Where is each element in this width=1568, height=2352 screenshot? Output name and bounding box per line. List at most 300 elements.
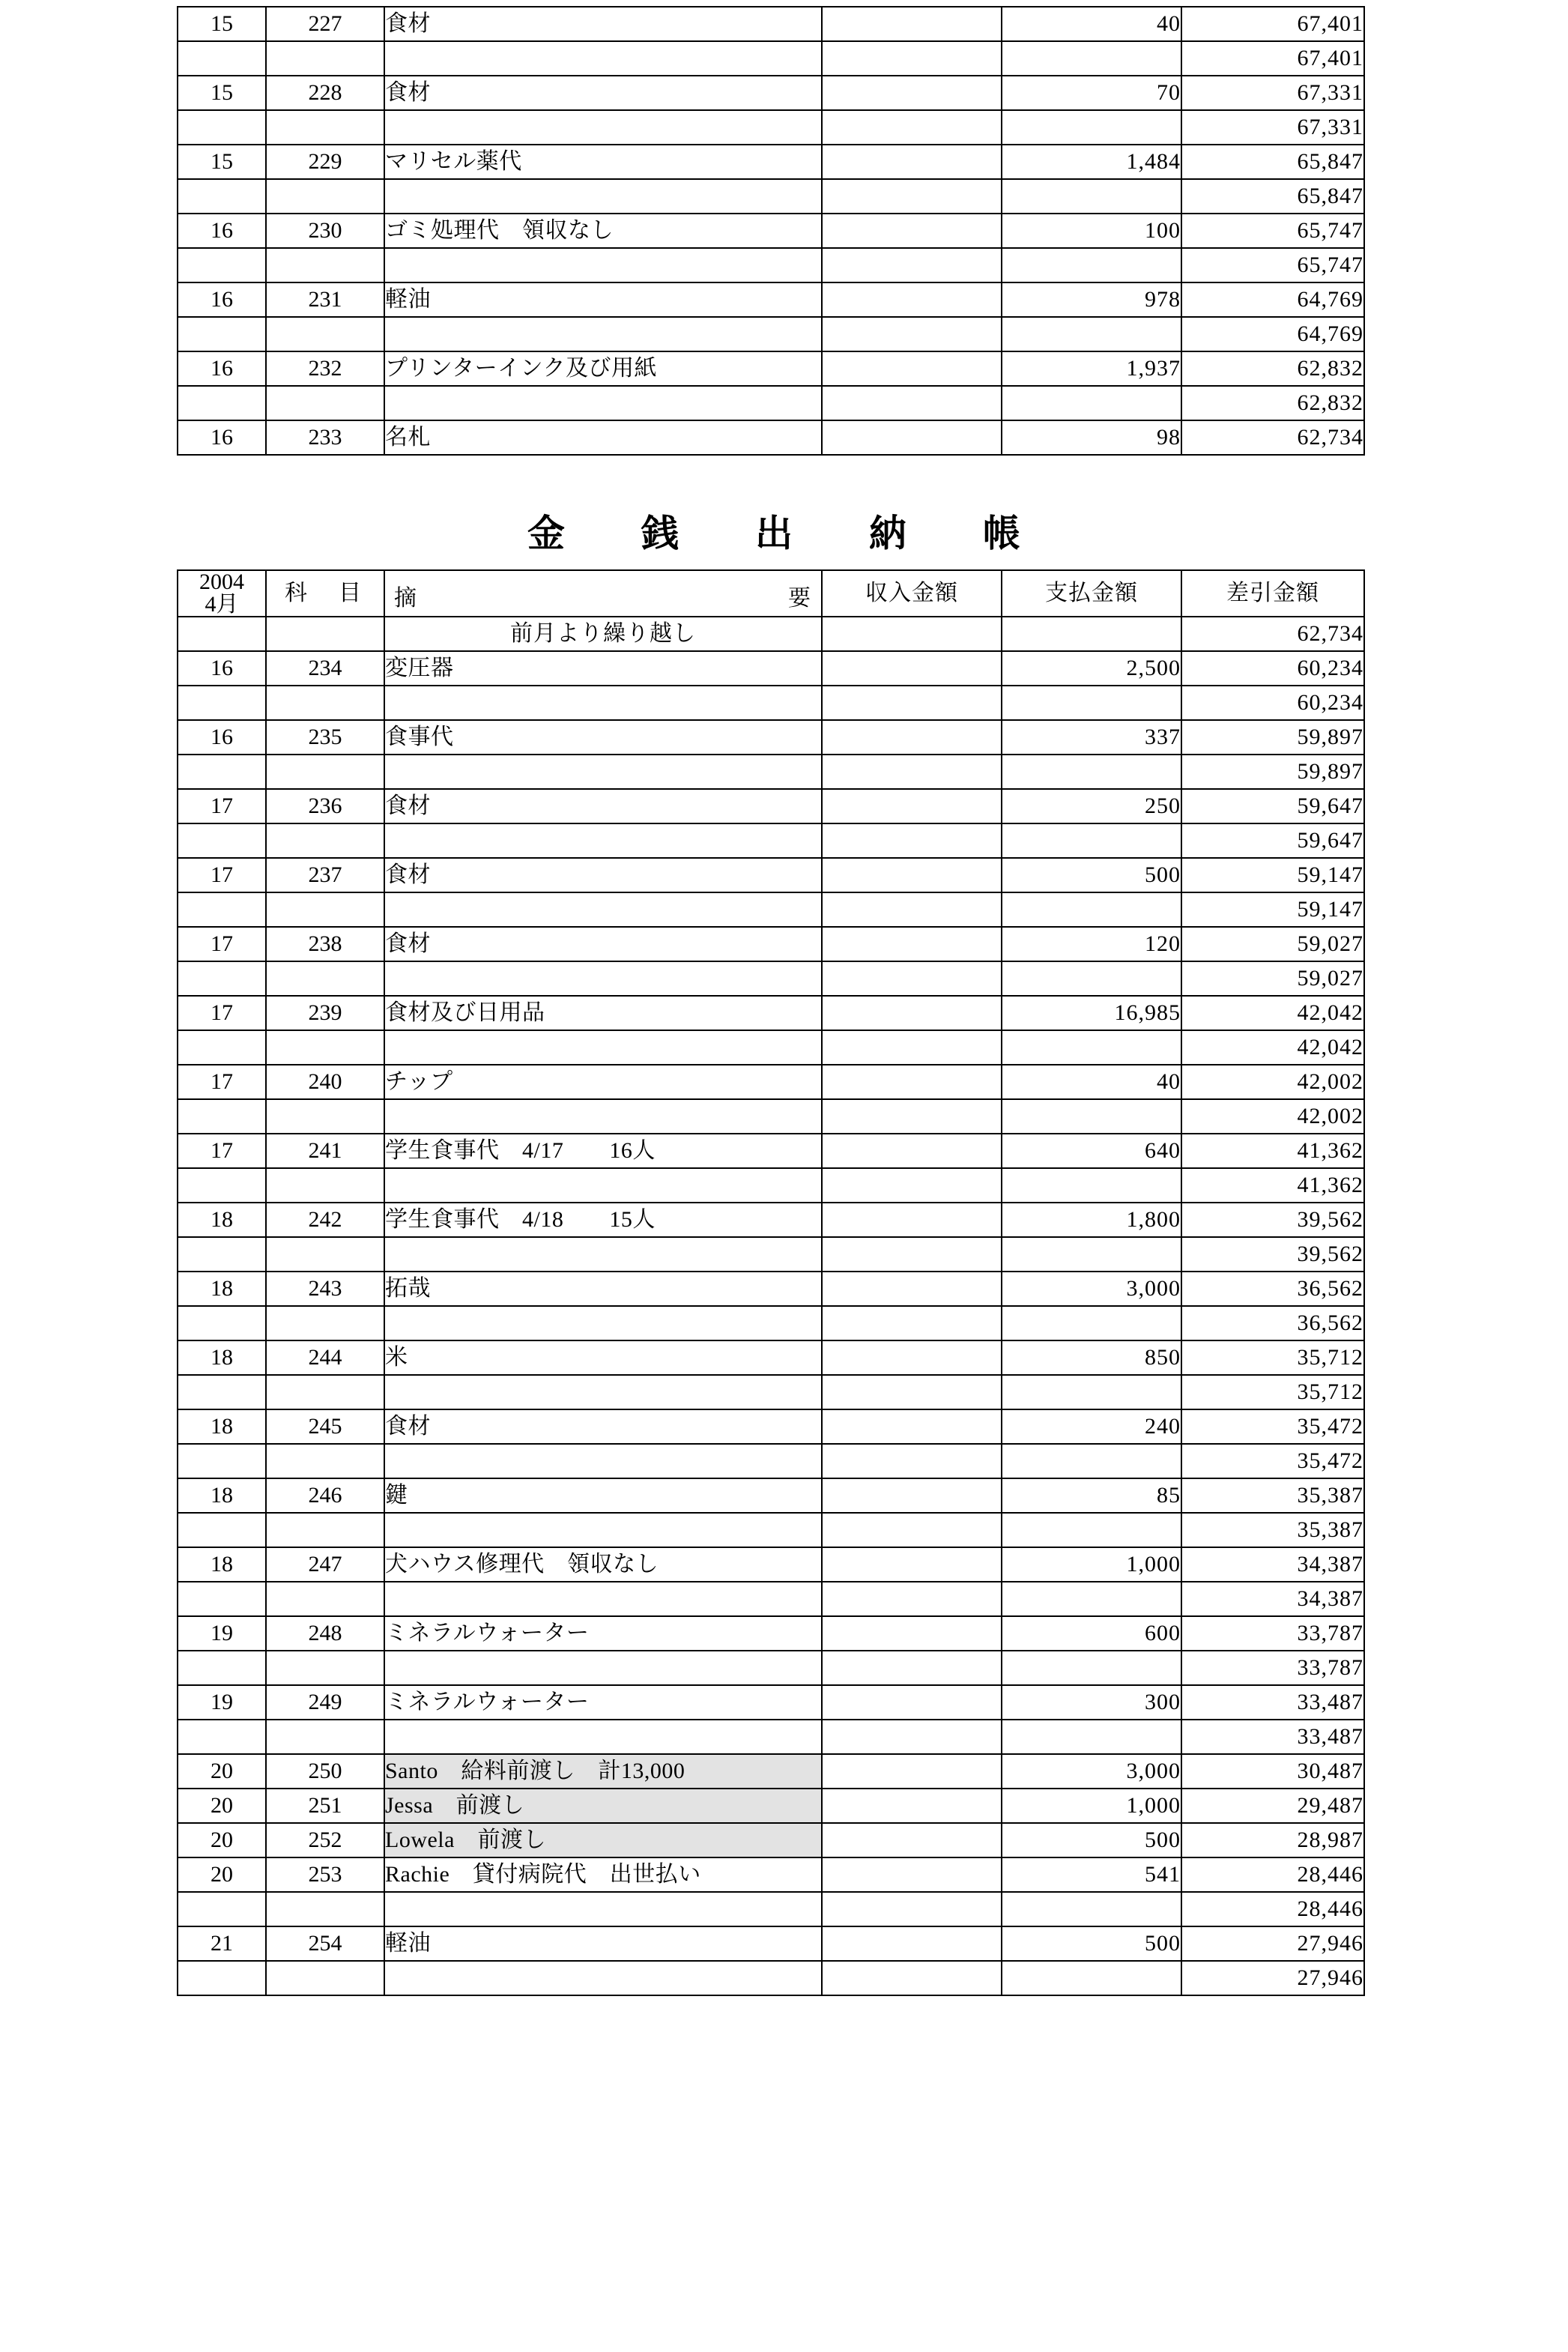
row-day: 16 <box>178 720 266 755</box>
header-income: 収入金額 <box>822 570 1002 617</box>
row-description: 学生食事代 4/17 16人 <box>384 1134 822 1168</box>
row-description: ミネラルウォーター <box>384 1685 822 1720</box>
row-balance: 36,562 <box>1181 1272 1364 1306</box>
row-balance: 28,446 <box>1181 1857 1364 1892</box>
row-income <box>822 1616 1002 1651</box>
row-payment-empty <box>1002 1237 1181 1272</box>
table-row-balance-carry <box>178 248 1364 282</box>
row-income <box>822 7 1002 41</box>
row-voucher-number: 243 <box>266 1272 384 1306</box>
row-payment-empty <box>1002 1030 1181 1065</box>
carry-forward-payment <box>1002 617 1181 651</box>
row-voucher-number: 250 <box>266 1754 384 1789</box>
row-description-empty <box>384 961 822 996</box>
row-description-empty <box>384 1651 822 1685</box>
row-balance-carry: 59,027 <box>1181 961 1364 996</box>
row-balance-carry: 41,362 <box>1181 1168 1364 1203</box>
row-voucher-number: 254 <box>266 1926 384 1961</box>
row-balance: 27,946 <box>1181 1926 1364 1961</box>
table-header-row <box>178 570 1364 617</box>
table-row <box>178 1685 1364 1720</box>
row-day-empty <box>178 1237 266 1272</box>
row-day-empty <box>178 823 266 858</box>
row-description-empty <box>384 1375 822 1409</box>
table-row <box>178 1203 1364 1237</box>
table-row-balance-carry <box>178 317 1364 351</box>
row-description-empty <box>384 41 822 76</box>
row-payment-empty <box>1002 1375 1181 1409</box>
row-balance-carry: 35,712 <box>1181 1375 1364 1409</box>
row-balance: 33,487 <box>1181 1685 1364 1720</box>
row-income-empty <box>822 248 1002 282</box>
row-voucher-number: 248 <box>266 1616 384 1651</box>
row-income <box>822 1685 1002 1720</box>
row-income-empty <box>822 41 1002 76</box>
row-day-empty <box>178 1444 266 1478</box>
row-payment: 40 <box>1002 1065 1181 1099</box>
table-row-balance-carry <box>178 686 1364 720</box>
row-balance-carry: 42,002 <box>1181 1099 1364 1134</box>
row-income <box>822 858 1002 892</box>
row-voucher-number: 227 <box>266 7 384 41</box>
row-description: Rachie 貸付病院代 出世払い <box>384 1857 822 1892</box>
row-payment: 337 <box>1002 720 1181 755</box>
row-description-empty <box>384 1168 822 1203</box>
row-income <box>822 145 1002 179</box>
row-day: 15 <box>178 76 266 110</box>
row-description: 食材 <box>384 7 822 41</box>
row-voucher-number: 253 <box>266 1857 384 1892</box>
row-voucher-number: 237 <box>266 858 384 892</box>
row-day-empty <box>178 1306 266 1340</box>
row-income-empty <box>822 1720 1002 1754</box>
row-day-empty <box>178 755 266 789</box>
row-income-empty <box>822 1375 1002 1409</box>
row-voucher-number: 240 <box>266 1065 384 1099</box>
row-description-empty <box>384 1237 822 1272</box>
row-day-empty <box>178 1099 266 1134</box>
row-payment: 1,000 <box>1002 1547 1181 1582</box>
row-description: 鍵 <box>384 1478 822 1513</box>
row-voucher-number-empty <box>266 961 384 996</box>
table-row <box>178 351 1364 386</box>
row-voucher-number-empty <box>266 110 384 145</box>
row-payment-empty <box>1002 1099 1181 1134</box>
row-income-empty <box>822 386 1002 420</box>
row-voucher-number-empty <box>266 179 384 214</box>
table-row-balance-carry <box>178 1168 1364 1203</box>
row-voucher-number-empty <box>266 892 384 927</box>
row-balance-carry: 33,787 <box>1181 1651 1364 1685</box>
row-balance: 62,832 <box>1181 351 1364 386</box>
row-voucher-number-empty <box>266 1099 384 1134</box>
row-income <box>822 1547 1002 1582</box>
row-voucher-number-empty <box>266 1651 384 1685</box>
row-payment: 600 <box>1002 1616 1181 1651</box>
header-description-right: 要 <box>788 586 811 611</box>
row-payment: 500 <box>1002 1823 1181 1857</box>
row-payment: 1,937 <box>1002 351 1181 386</box>
row-income <box>822 789 1002 823</box>
row-description: Santo 給料前渡し 計13,000 <box>384 1754 822 1789</box>
row-payment-empty <box>1002 1892 1181 1926</box>
row-income <box>822 214 1002 248</box>
row-description: 食事代 <box>384 720 822 755</box>
row-balance: 59,647 <box>1181 789 1364 823</box>
row-income-empty <box>822 961 1002 996</box>
row-payment-empty <box>1002 1444 1181 1478</box>
row-day-empty <box>178 386 266 420</box>
row-payment: 3,000 <box>1002 1272 1181 1306</box>
row-balance: 64,769 <box>1181 282 1364 317</box>
table-row <box>178 927 1364 961</box>
row-voucher-number-empty <box>266 1892 384 1926</box>
row-day: 20 <box>178 1754 266 1789</box>
row-description-empty <box>384 179 822 214</box>
row-day: 20 <box>178 1789 266 1823</box>
row-payment-empty <box>1002 1513 1181 1547</box>
row-description: マリセル薬代 <box>384 145 822 179</box>
row-description: 食材 <box>384 927 822 961</box>
table-row <box>178 1547 1364 1582</box>
header-date-column <box>178 570 266 617</box>
row-payment-empty <box>1002 1582 1181 1616</box>
row-description: Jessa 前渡し <box>384 1789 822 1823</box>
row-day: 17 <box>178 996 266 1030</box>
table-row <box>178 1823 1364 1857</box>
header-account: 科 目 <box>266 570 384 617</box>
row-day: 16 <box>178 351 266 386</box>
table-row <box>178 1340 1364 1375</box>
row-voucher-number: 247 <box>266 1547 384 1582</box>
row-payment: 16,985 <box>1002 996 1181 1030</box>
row-day: 20 <box>178 1857 266 1892</box>
row-balance-carry: 59,647 <box>1181 823 1364 858</box>
table-row <box>178 1789 1364 1823</box>
row-income-empty <box>822 1513 1002 1547</box>
row-voucher-number-empty <box>266 41 384 76</box>
row-day-empty <box>178 1375 266 1409</box>
row-voucher-number: 236 <box>266 789 384 823</box>
row-balance: 67,401 <box>1181 7 1364 41</box>
row-income <box>822 282 1002 317</box>
row-income <box>822 996 1002 1030</box>
row-income-empty <box>822 317 1002 351</box>
row-description: 軽油 <box>384 282 822 317</box>
row-balance-carry: 67,401 <box>1181 41 1364 76</box>
row-day: 17 <box>178 1065 266 1099</box>
row-payment: 1,800 <box>1002 1203 1181 1237</box>
row-day: 18 <box>178 1203 266 1237</box>
row-description-empty <box>384 317 822 351</box>
row-day-empty <box>178 1720 266 1754</box>
row-payment-empty <box>1002 1720 1181 1754</box>
row-description: 拓哉 <box>384 1272 822 1306</box>
row-balance: 39,562 <box>1181 1203 1364 1237</box>
row-voucher-number-empty <box>266 1513 384 1547</box>
row-voucher-number: 234 <box>266 651 384 686</box>
row-voucher-number-empty <box>266 317 384 351</box>
row-payment-empty <box>1002 110 1181 145</box>
row-income <box>822 1272 1002 1306</box>
row-description: ミネラルウォーター <box>384 1616 822 1651</box>
row-description: 食材及び日用品 <box>384 996 822 1030</box>
row-balance-carry: 59,147 <box>1181 892 1364 927</box>
table-row <box>178 1926 1364 1961</box>
row-income <box>822 1823 1002 1857</box>
row-balance: 59,027 <box>1181 927 1364 961</box>
row-description: 軽油 <box>384 1926 822 1961</box>
row-voucher-number: 231 <box>266 282 384 317</box>
row-income <box>822 651 1002 686</box>
row-description-empty <box>384 1892 822 1926</box>
row-balance-carry: 35,387 <box>1181 1513 1364 1547</box>
carry-forward-num <box>266 617 384 651</box>
ledger-table-top <box>177 6 1365 456</box>
row-voucher-number: 239 <box>266 996 384 1030</box>
row-payment: 100 <box>1002 214 1181 248</box>
row-income-empty <box>822 1099 1002 1134</box>
row-income <box>822 1857 1002 1892</box>
row-voucher-number: 252 <box>266 1823 384 1857</box>
carry-forward-income <box>822 617 1002 651</box>
row-description: プリンターインク及び用紙 <box>384 351 822 386</box>
row-day-empty <box>178 248 266 282</box>
row-voucher-number-empty <box>266 1961 384 1995</box>
row-income-empty <box>822 823 1002 858</box>
table-row <box>178 1272 1364 1306</box>
row-payment-empty <box>1002 1651 1181 1685</box>
table-row-balance-carry <box>178 386 1364 420</box>
table-row-balance-carry <box>178 1582 1364 1616</box>
row-payment: 120 <box>1002 927 1181 961</box>
row-description-empty <box>384 1513 822 1547</box>
row-voucher-number: 235 <box>266 720 384 755</box>
row-balance-carry: 35,472 <box>1181 1444 1364 1478</box>
row-voucher-number-empty <box>266 248 384 282</box>
row-day: 16 <box>178 651 266 686</box>
row-day: 16 <box>178 282 266 317</box>
row-payment: 40 <box>1002 7 1181 41</box>
header-description-left: 摘 <box>394 586 417 611</box>
row-balance: 41,362 <box>1181 1134 1364 1168</box>
row-income-empty <box>822 1651 1002 1685</box>
row-voucher-number-empty <box>266 1168 384 1203</box>
row-payment: 541 <box>1002 1857 1181 1892</box>
row-income <box>822 1340 1002 1375</box>
row-day-empty <box>178 1582 266 1616</box>
row-description-empty <box>384 823 822 858</box>
row-income <box>822 76 1002 110</box>
row-payment-empty <box>1002 892 1181 927</box>
row-description: チップ <box>384 1065 822 1099</box>
row-balance-carry: 42,042 <box>1181 1030 1364 1065</box>
row-description-empty <box>384 1030 822 1065</box>
row-payment: 85 <box>1002 1478 1181 1513</box>
row-description-empty <box>384 892 822 927</box>
row-balance: 30,487 <box>1181 1754 1364 1789</box>
row-description: 犬ハウス修理代 領収なし <box>384 1547 822 1582</box>
table-row-balance-carry <box>178 1961 1364 1995</box>
carry-forward-row <box>178 617 1364 651</box>
row-day-empty <box>178 1961 266 1995</box>
row-voucher-number: 233 <box>266 420 384 455</box>
row-payment-empty <box>1002 823 1181 858</box>
table-row <box>178 720 1364 755</box>
row-income <box>822 1134 1002 1168</box>
row-payment-empty <box>1002 386 1181 420</box>
table-row <box>178 1754 1364 1789</box>
table-row <box>178 214 1364 248</box>
row-description: 米 <box>384 1340 822 1375</box>
row-voucher-number-empty <box>266 1030 384 1065</box>
row-description-empty <box>384 1720 822 1754</box>
row-day: 18 <box>178 1478 266 1513</box>
row-income-empty <box>822 1961 1002 1995</box>
table-row <box>178 1409 1364 1444</box>
row-income <box>822 1789 1002 1823</box>
row-balance-carry: 34,387 <box>1181 1582 1364 1616</box>
row-balance: 35,387 <box>1181 1478 1364 1513</box>
row-income <box>822 1065 1002 1099</box>
row-voucher-number: 229 <box>266 145 384 179</box>
table-row <box>178 145 1364 179</box>
row-voucher-number-empty <box>266 386 384 420</box>
row-balance: 28,987 <box>1181 1823 1364 1857</box>
row-description-empty <box>384 1306 822 1340</box>
header-payment: 支払金額 <box>1002 570 1181 617</box>
row-day-empty <box>178 317 266 351</box>
table-row-balance-carry <box>178 1030 1364 1065</box>
row-voucher-number-empty <box>266 755 384 789</box>
table-row-balance-carry <box>178 755 1364 789</box>
row-payment: 640 <box>1002 1134 1181 1168</box>
row-balance: 60,234 <box>1181 651 1364 686</box>
row-day: 18 <box>178 1272 266 1306</box>
row-description: Lowela 前渡し <box>384 1823 822 1857</box>
row-balance: 67,331 <box>1181 76 1364 110</box>
row-income-empty <box>822 110 1002 145</box>
table-row <box>178 996 1364 1030</box>
row-balance-carry: 62,832 <box>1181 386 1364 420</box>
row-income-empty <box>822 686 1002 720</box>
row-balance: 35,472 <box>1181 1409 1364 1444</box>
row-description-empty <box>384 686 822 720</box>
header-balance: 差引金額 <box>1181 570 1364 617</box>
row-day: 18 <box>178 1409 266 1444</box>
row-balance: 33,787 <box>1181 1616 1364 1651</box>
row-payment-empty <box>1002 961 1181 996</box>
row-payment: 978 <box>1002 282 1181 317</box>
row-day: 16 <box>178 214 266 248</box>
row-balance: 29,487 <box>1181 1789 1364 1823</box>
row-day: 16 <box>178 420 266 455</box>
row-description: 食材 <box>384 76 822 110</box>
row-payment: 70 <box>1002 76 1181 110</box>
header-month: 4月 <box>205 592 239 617</box>
row-day: 17 <box>178 927 266 961</box>
row-day: 17 <box>178 1134 266 1168</box>
row-description-empty <box>384 386 822 420</box>
carry-forward-day <box>178 617 266 651</box>
row-voucher-number: 245 <box>266 1409 384 1444</box>
table-row-balance-carry <box>178 961 1364 996</box>
table-row <box>178 858 1364 892</box>
row-payment-empty <box>1002 317 1181 351</box>
row-balance-carry: 67,331 <box>1181 110 1364 145</box>
row-day: 15 <box>178 7 266 41</box>
row-balance: 59,147 <box>1181 858 1364 892</box>
row-day: 17 <box>178 789 266 823</box>
row-balance-carry: 65,847 <box>1181 179 1364 214</box>
row-income-empty <box>822 892 1002 927</box>
table-row-balance-carry <box>178 823 1364 858</box>
row-description: 食材 <box>384 789 822 823</box>
row-day: 19 <box>178 1616 266 1651</box>
row-income-empty <box>822 179 1002 214</box>
row-description-empty <box>384 110 822 145</box>
row-balance: 42,042 <box>1181 996 1364 1030</box>
row-payment: 98 <box>1002 420 1181 455</box>
row-income <box>822 351 1002 386</box>
row-voucher-number: 242 <box>266 1203 384 1237</box>
row-payment-empty <box>1002 179 1181 214</box>
row-day-empty <box>178 892 266 927</box>
row-payment-empty <box>1002 686 1181 720</box>
row-balance-carry: 33,487 <box>1181 1720 1364 1754</box>
row-day-empty <box>178 1513 266 1547</box>
row-payment: 240 <box>1002 1409 1181 1444</box>
table-row <box>178 789 1364 823</box>
row-balance: 42,002 <box>1181 1065 1364 1099</box>
row-day-empty <box>178 1030 266 1065</box>
table-row-balance-carry <box>178 179 1364 214</box>
row-income <box>822 1478 1002 1513</box>
row-income <box>822 1926 1002 1961</box>
row-income-empty <box>822 1237 1002 1272</box>
row-payment-empty <box>1002 1306 1181 1340</box>
row-voucher-number: 249 <box>266 1685 384 1720</box>
row-description: 食材 <box>384 858 822 892</box>
row-voucher-number-empty <box>266 1306 384 1340</box>
table-row <box>178 1478 1364 1513</box>
row-description-empty <box>384 1444 822 1478</box>
row-description-empty <box>384 755 822 789</box>
table-row <box>178 282 1364 317</box>
row-description: 名札 <box>384 420 822 455</box>
row-income-empty <box>822 1168 1002 1203</box>
row-voucher-number: 246 <box>266 1478 384 1513</box>
row-payment: 2,500 <box>1002 651 1181 686</box>
row-income-empty <box>822 1892 1002 1926</box>
row-voucher-number: 232 <box>266 351 384 386</box>
row-day-empty <box>178 179 266 214</box>
row-income-empty <box>822 1582 1002 1616</box>
row-day-empty <box>178 1892 266 1926</box>
row-balance: 34,387 <box>1181 1547 1364 1582</box>
row-description-empty <box>384 1099 822 1134</box>
row-income <box>822 1409 1002 1444</box>
row-balance: 35,712 <box>1181 1340 1364 1375</box>
row-voucher-number: 251 <box>266 1789 384 1823</box>
row-balance-carry: 39,562 <box>1181 1237 1364 1272</box>
table-row <box>178 1616 1364 1651</box>
row-balance: 62,734 <box>1181 420 1364 455</box>
row-balance-carry: 27,946 <box>1181 1961 1364 1995</box>
row-income-empty <box>822 755 1002 789</box>
row-day: 17 <box>178 858 266 892</box>
row-payment: 500 <box>1002 1926 1181 1961</box>
